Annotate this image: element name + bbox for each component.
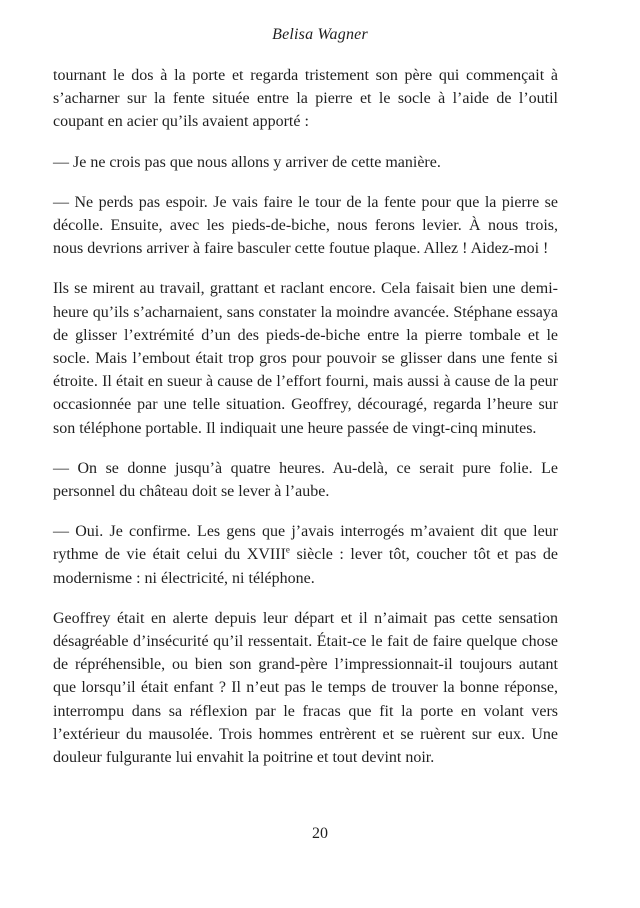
paragraph-6-text-after: siècle : lever tôt, coucher tôt et pas de modernisme : ni électricité, ni téléphone. [53, 546, 558, 587]
page-number: 20 [312, 825, 328, 842]
paragraph-3: — Ne perds pas espoir. Je vais faire le tour de la fente pour que la pierre se décolle. Ensuite, avec les pieds-de-biche, nous ferons levier. À nous trois, nous devrions arriver à faire basculer cette foutue plaque. Allez ! Aidez-moi ! [53, 193, 558, 258]
paragraph-6-text-before: — Oui. Je confirme. Les gens que j’avais interrogés m’avaient dit que leur rythme de vie était celui du XVIII [53, 523, 558, 564]
body-text [53, 64, 558, 786]
century-superscript: e [285, 545, 290, 556]
paragraph-7: Geoffrey était en alerte depuis leur départ et il n’aimait pas cette sensation désagréable d’insécurité qu’il ressentait. Était-ce le fait de faire quelque chose de répréhensible, ou bien son grand-père l’impressionnait-il toujours autant que lorsqu’il était enfant ? Il n’eut pas le temps de trouver la bonne réponse, interrompu dans sa réflexion par le fracas que fit la porte en volant vers l’extérieur du mausolée. Trois hommes entrèrent et se ruèrent sur eux. Une douleur fulgurante lui envahit la poitrine et tout devint noir. [53, 609, 558, 767]
running-header-author: Belisa Wagner [272, 26, 368, 43]
paragraph-5: — On se donne jusqu’à quatre heures. Au-delà, ce serait pure folie. Le personnel du château doit se lever à l’aube. [53, 459, 558, 501]
paragraph-2: — Je ne crois pas que nous allons y arriver de cette manière. [53, 153, 441, 171]
paragraph-4: Ils se mirent au travail, grattant et raclant encore. Cela faisait bien une demi-heure qu’ils s’acharnaient, sans constater la moindre avancée. Stéphane essaya de glisser l’extrémité d’un des pieds-de-biche entre la pierre tombale et le socle. Mais l’embout était trop gros pour pouvoir se glisser dans une fente si étroite. Il était en sueur à cause de l’effort fourni, mais aussi à cause de la peur occasionnée par une telle situation. Geoffrey, découragé, regarda l’heure sur son téléphone portable. Il indiquait une heure passée de vingt-cinq minutes. [53, 280, 558, 437]
paragraph-1: tournant le dos à la porte et regarda tristement son père qui commençait à s’acharner sur la fente située entre la pierre et le socle à l’aide de l’outil coupant en acier qu’ils avaient apporté : [53, 67, 558, 131]
paragraph-6 [53, 520, 558, 590]
